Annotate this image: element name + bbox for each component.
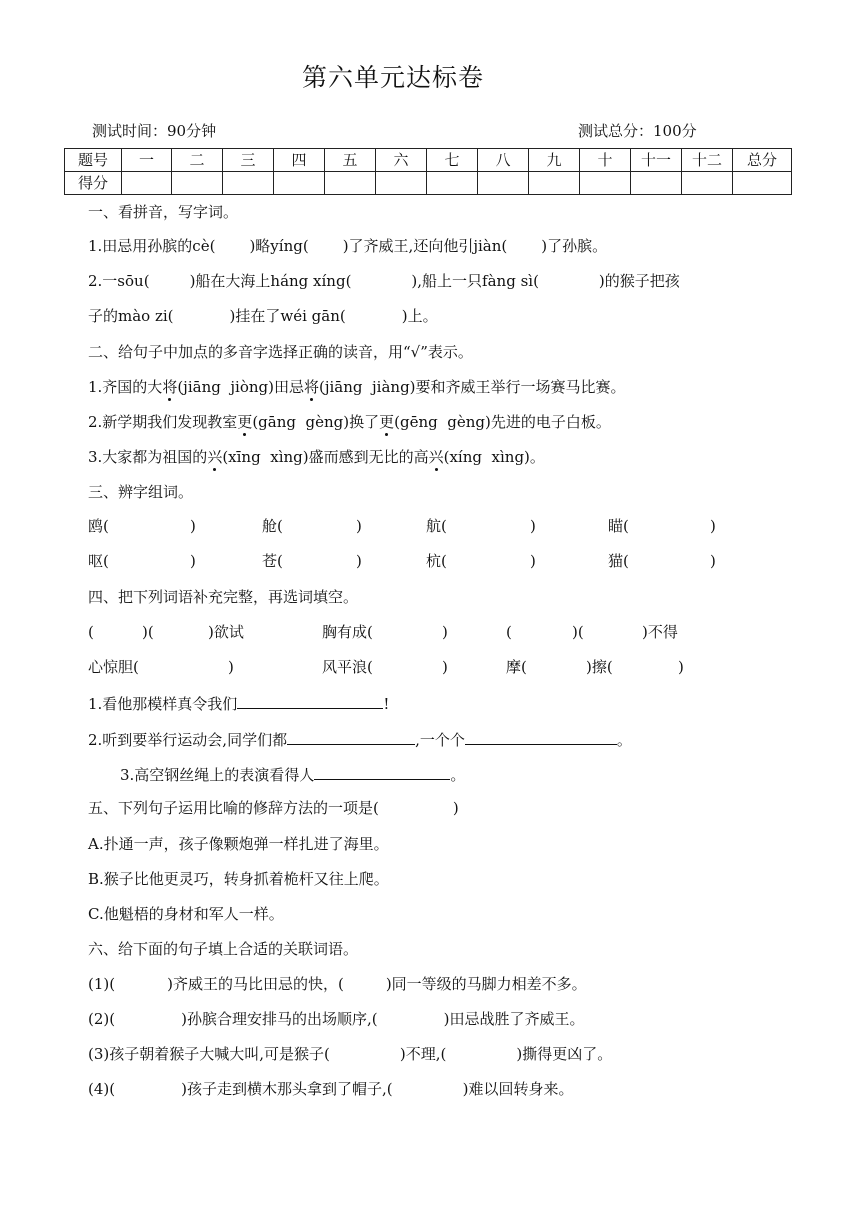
score-input-cell[interactable] [223, 172, 274, 195]
s3-char-item: 苍( [262, 552, 283, 570]
s2-question-3 [88, 447, 545, 467]
s4-word-item: 摩( [506, 658, 527, 676]
score-row-label: 得分 [65, 172, 122, 195]
s6-question-4 [88, 1079, 573, 1099]
score-cell: 五 [325, 149, 376, 172]
section-4-heading: 四、把下列词语补充完整，再选词填空。 [88, 588, 359, 606]
score-cell: 七 [427, 149, 478, 172]
score-table-header-row [65, 149, 792, 172]
s4-fill-question-3 [120, 763, 465, 785]
s4-word-item: ( [506, 623, 512, 641]
s4-word-item: ) [678, 658, 684, 676]
dotted-char: 将 [303, 378, 319, 396]
text: )齐威王的马比田忌的快，( [167, 975, 344, 993]
s4-word-item: ) [228, 658, 234, 676]
test-time: 测试时间：90分钟 [92, 122, 217, 140]
score-cell: 十二 [682, 149, 733, 172]
s4-word-item: 心惊胆( [88, 658, 139, 676]
text: 2.听到要举行运动会,同学们都 [88, 731, 288, 749]
s4-fill-question-2 [88, 728, 632, 750]
section-3-heading: 三、辨字组词。 [88, 483, 194, 501]
s4-word-item: 胸有成( [322, 623, 373, 641]
s6-question-1 [88, 974, 587, 994]
score-cell: 十一 [631, 149, 682, 172]
text: 2.新学期我们发现教室 [88, 413, 238, 431]
s1-question-1 [88, 236, 607, 256]
text: ),船上一只fàng sì( [411, 272, 539, 290]
s4-word-item: )欲试 [208, 623, 244, 641]
score-table [64, 148, 792, 195]
s5-option-a: A.扑通一声，孩子像颗炮弹一样扎进了海里。 [88, 835, 389, 853]
answer-blank[interactable] [314, 763, 450, 780]
text: (gēng gèng)先进的电子白板。 [394, 413, 611, 431]
score-input-cell[interactable] [733, 172, 792, 195]
dotted-char: 更 [379, 413, 395, 431]
s6-question-3 [88, 1044, 612, 1064]
text: (1)( [88, 975, 116, 993]
text: 2.一sōu( [88, 272, 150, 290]
text: 1.田忌用孙膑的cè( [88, 237, 216, 255]
score-input-cell[interactable] [172, 172, 223, 195]
section-1-heading: 一、看拼音，写字词。 [88, 203, 239, 221]
score-cell: 总分 [733, 149, 792, 172]
text: ) [452, 799, 459, 817]
s3-char-item: 呕( [88, 552, 109, 570]
section-2-heading: 二、给句子中加点的多音字选择正确的读音，用“√”表示。 [88, 343, 473, 361]
text: 3.高空钢丝绳上的表演看得人 [120, 766, 315, 784]
page-title: 第六单元达标卷 [301, 63, 484, 92]
text: 五、下列句子运用比喻的修辞方法的一项是( [88, 799, 379, 817]
s3-char-item: ) [190, 517, 196, 535]
text: )上。 [401, 307, 438, 325]
score-input-cell[interactable] [682, 172, 733, 195]
answer-blank[interactable] [465, 728, 617, 745]
score-input-cell[interactable] [274, 172, 325, 195]
score-cell: 二 [172, 149, 223, 172]
text: ,一个个 [415, 731, 465, 749]
text: (2)( [88, 1010, 116, 1028]
s5-option-c: C.他魁梧的身材和军人一样。 [88, 905, 284, 923]
s3-char-item: ) [356, 552, 362, 570]
s4-fill-question-1 [88, 692, 389, 714]
text: (xīng xìng)盛而感到无比的高 [222, 448, 429, 466]
text: )撕得更凶了。 [516, 1045, 613, 1063]
text: ! [383, 695, 390, 713]
text: (jiāng jiàng)要和齐威王举行一场赛马比赛。 [318, 378, 626, 396]
score-cell: 四 [274, 149, 325, 172]
dotted-char: 兴 [428, 448, 444, 466]
s4-word-item: )( [142, 623, 154, 641]
s3-char-item: ) [710, 552, 716, 570]
score-cell: 三 [223, 149, 274, 172]
text: )船在大海上háng xíng( [189, 272, 352, 290]
text: )的猴子把孩 [598, 272, 680, 290]
s3-char-item: ) [530, 517, 536, 535]
s4-word-item: )( [572, 623, 584, 641]
s1-question-2 [88, 271, 680, 291]
text: 子的mào zi( [88, 307, 174, 325]
score-input-cell[interactable] [427, 172, 478, 195]
text: )挂在了wéi gān( [229, 307, 346, 325]
text: (gāng gèng)换了 [252, 413, 380, 431]
s2-question-2 [88, 412, 611, 432]
score-input-cell[interactable] [122, 172, 172, 195]
text: 。 [450, 766, 466, 784]
s3-char-item: 鸥( [88, 517, 109, 535]
score-cell: 一 [122, 149, 172, 172]
score-cell: 六 [376, 149, 427, 172]
score-input-cell[interactable] [376, 172, 427, 195]
dotted-char: 兴 [207, 448, 223, 466]
s4-word-item: )擦( [586, 658, 613, 676]
answer-blank[interactable] [237, 692, 383, 709]
text: 3.大家都为祖国的 [88, 448, 208, 466]
score-cell: 题号 [65, 149, 122, 172]
score-cell: 九 [529, 149, 580, 172]
score-input-cell[interactable] [580, 172, 631, 195]
test-total-score: 测试总分：100分 [578, 122, 697, 140]
text: )略yíng( [249, 237, 309, 255]
text: 1.齐国的大 [88, 378, 163, 396]
s5-option-b: B.猴子比他更灵巧，转身抓着桅杆又往上爬。 [88, 870, 389, 888]
text: (jiāng jiòng)田忌 [177, 378, 304, 396]
s3-char-item: 舱( [262, 517, 283, 535]
text: )不理,( [399, 1045, 447, 1063]
text: (3)孩子朝着猴子大喊大叫,可是猴子( [88, 1045, 330, 1063]
text: )了齐威王,还向他引jiàn( [342, 237, 508, 255]
score-input-cell[interactable] [631, 172, 682, 195]
score-cell: 十 [580, 149, 631, 172]
score-input-cell[interactable] [529, 172, 580, 195]
text: )难以回转身来。 [462, 1080, 574, 1098]
text: (4)( [88, 1080, 116, 1098]
s2-question-1 [88, 377, 626, 397]
s3-char-item: 航( [426, 517, 447, 535]
s3-char-item: ) [356, 517, 362, 535]
text: )孙膑合理安排马的出场顺序,( [181, 1010, 378, 1028]
s3-char-item: 瞄( [608, 517, 629, 535]
score-input-cell[interactable] [325, 172, 376, 195]
text: )田忌战胜了齐威王。 [443, 1010, 585, 1028]
s4-word-item: )不得 [642, 623, 678, 641]
s1-question-2-cont [88, 306, 438, 326]
text: (xíng xìng)。 [443, 448, 545, 466]
text: )同一等级的马脚力相差不多。 [385, 975, 587, 993]
s4-word-item: ) [442, 623, 448, 641]
score-input-cell[interactable] [478, 172, 529, 195]
s4-word-item: ) [442, 658, 448, 676]
answer-blank[interactable] [287, 728, 415, 745]
text: 。 [616, 731, 632, 749]
text: )孩子走到横木那头拿到了帽子,( [181, 1080, 393, 1098]
s3-char-item: 猫( [608, 552, 629, 570]
s6-question-2 [88, 1009, 584, 1029]
dotted-char: 将 [162, 378, 178, 396]
text: )了孙膑。 [541, 237, 608, 255]
s3-char-item: ) [710, 517, 716, 535]
s3-char-item: ) [530, 552, 536, 570]
text: 1.看他那模样真令我们 [88, 695, 238, 713]
s3-char-item: ) [190, 552, 196, 570]
section-6-heading: 六、给下面的句子填上合适的关联词语。 [88, 940, 359, 958]
dotted-char: 更 [237, 413, 253, 431]
section-5-heading [88, 798, 459, 818]
s3-char-item: 杭( [426, 552, 447, 570]
s4-word-item: 风平浪( [322, 658, 373, 676]
score-table-score-row [65, 172, 792, 195]
score-cell: 八 [478, 149, 529, 172]
s4-word-item: ( [88, 623, 94, 641]
